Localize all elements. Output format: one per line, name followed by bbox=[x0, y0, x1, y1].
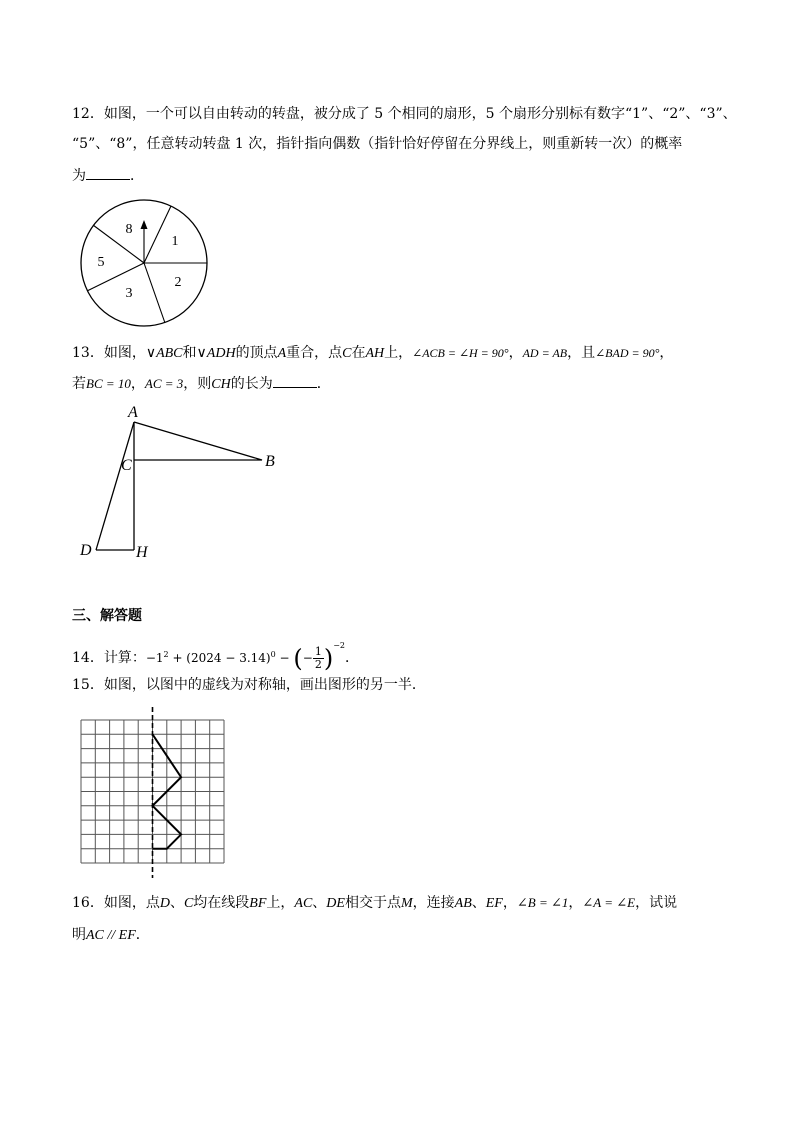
q13-text: 的长为 bbox=[230, 376, 273, 392]
sector-label-3: 3 bbox=[125, 286, 133, 301]
q14-number: 14． bbox=[72, 650, 104, 666]
q14-period: ． bbox=[345, 650, 360, 666]
q14-label: 计算： bbox=[103, 650, 146, 666]
q12-line3 bbox=[72, 165, 144, 186]
label-b: B bbox=[265, 453, 275, 470]
q13-text: ， bbox=[130, 376, 145, 392]
q13-answer-blank[interactable] bbox=[273, 373, 317, 388]
q13-triangle-abc: ∨ABC bbox=[145, 346, 183, 361]
q14-numerator: 1 bbox=[314, 645, 322, 658]
q16-angle-b: ∠B = ∠1 bbox=[516, 895, 569, 910]
q16-point-c: C bbox=[183, 896, 194, 911]
q13-number: 13． bbox=[72, 345, 104, 361]
q13-text: 如图， bbox=[103, 345, 146, 361]
sector-label-5: 5 bbox=[97, 255, 105, 270]
q15-line bbox=[72, 675, 426, 695]
q13-text: 重合，点 bbox=[286, 345, 343, 361]
sector-divider bbox=[144, 263, 165, 323]
q16-text: ， bbox=[502, 895, 517, 911]
q16-segment-de: DE bbox=[326, 896, 345, 911]
q14-exponent: 0 bbox=[270, 650, 276, 659]
q13-ac: AC = 3 bbox=[144, 376, 184, 391]
q13-segment-ah: AH bbox=[365, 346, 385, 361]
q12-line2 bbox=[72, 134, 682, 154]
q13-triangle-adh: ∨ADH bbox=[196, 346, 236, 361]
q16-text: 上， bbox=[266, 895, 295, 911]
section-heading: 三、解答题 bbox=[72, 608, 142, 624]
q16-text: 相交于点 bbox=[344, 895, 401, 911]
q14-line bbox=[72, 636, 360, 673]
q12-number: 12． bbox=[72, 106, 104, 122]
pointer-arrow-icon bbox=[141, 220, 148, 229]
triangle-abc bbox=[134, 422, 262, 460]
q16-text: 、 bbox=[312, 895, 327, 911]
q13-line2 bbox=[72, 373, 331, 395]
triangle-figure bbox=[72, 400, 292, 565]
q13-angle-condition: ∠ACB = ∠H = 90° bbox=[412, 346, 509, 360]
q13-point-c: C bbox=[342, 346, 352, 361]
q16-segment-ab: AB bbox=[454, 896, 472, 911]
q13-text: 和 bbox=[182, 345, 197, 361]
q13-text: 若 bbox=[72, 376, 86, 392]
sector-label-2: 2 bbox=[174, 275, 182, 290]
q13-text: 上， bbox=[384, 345, 413, 361]
q13-ch: CH bbox=[211, 377, 231, 392]
q13-text: 的顶点 bbox=[235, 345, 278, 361]
q12-line1 bbox=[72, 104, 737, 124]
q16-point-d: D bbox=[159, 896, 170, 911]
q16-text: 如图，点 bbox=[103, 895, 160, 911]
q13-angle-bad: ∠BAD = 90° bbox=[595, 346, 660, 360]
q16-text: 均在线段 bbox=[193, 895, 250, 911]
q14-paren: ) bbox=[323, 644, 334, 673]
q16-parallel: AC // EF bbox=[86, 928, 136, 943]
label-a: A bbox=[128, 404, 138, 421]
q13-line1 bbox=[72, 343, 673, 364]
q16-text: ， bbox=[568, 895, 583, 911]
q14-sign: − bbox=[302, 651, 313, 665]
q16-period: ． bbox=[135, 927, 150, 943]
q13-text: ， bbox=[508, 345, 523, 361]
label-h: H bbox=[136, 544, 148, 561]
sector-label-1: 1 bbox=[171, 234, 179, 249]
q13-period: ． bbox=[316, 376, 331, 392]
q13-ad-ab: AD = AB bbox=[522, 346, 568, 360]
q13-point-a: A bbox=[277, 346, 287, 361]
q16-text: 、 bbox=[471, 895, 486, 911]
q12-text-1: 如图，一个可以自由转动的转盘，被分成了 5 个相同的扇形，5 个扇形分别标有数字“1”、“2”、“3”、 bbox=[103, 106, 737, 122]
q16-angle-a: ∠A = ∠E bbox=[582, 895, 636, 910]
q14-term: + (2024 − 3.14) bbox=[168, 651, 271, 665]
q16-line2 bbox=[72, 925, 150, 946]
q14-exponent: 2 bbox=[163, 650, 169, 659]
q13-bc: BC = 10 bbox=[86, 376, 131, 391]
label-d: D bbox=[80, 542, 92, 559]
q14-paren: ( bbox=[293, 644, 303, 673]
q14-exponent: −2 bbox=[333, 641, 346, 650]
q16-text: 明 bbox=[72, 927, 86, 943]
q14-expression bbox=[145, 641, 346, 673]
q12-period: ． bbox=[130, 168, 144, 184]
q12-answer-blank[interactable] bbox=[86, 165, 130, 180]
q14-denominator: 2 bbox=[314, 658, 322, 671]
sector-divider bbox=[87, 263, 144, 291]
label-c: C bbox=[121, 457, 132, 474]
q16-text: ，连接 bbox=[412, 895, 455, 911]
q16-segment-ac: AC bbox=[294, 896, 313, 911]
q16-text: ，试说 bbox=[635, 895, 678, 911]
q15-text: 如图，以图中的虚线为对称轴，画出图形的另一半． bbox=[103, 677, 426, 693]
q16-number: 16． bbox=[72, 895, 104, 911]
q12-text-2: “5”、“8”，任意转动转盘 1 次，指针指向偶数（指针恰好停留在分界线上，则重新转一次）的概率 bbox=[72, 136, 683, 152]
spinner-figure bbox=[74, 193, 214, 333]
sector-divider bbox=[144, 206, 171, 263]
q13-text: 在 bbox=[351, 345, 366, 361]
q16-segment-bf: BF bbox=[249, 896, 267, 911]
q13-text: ，则 bbox=[183, 376, 212, 392]
q16-line1 bbox=[72, 893, 677, 914]
segment-ad bbox=[96, 422, 134, 550]
symmetry-grid bbox=[78, 705, 238, 880]
q12-text-3: 为 bbox=[72, 168, 86, 184]
q14-term: − bbox=[275, 651, 294, 665]
sector-label-8: 8 bbox=[125, 222, 133, 237]
q16-segment-ef: EF bbox=[485, 896, 503, 911]
q16-text: 、 bbox=[169, 895, 184, 911]
q15-number: 15． bbox=[72, 677, 104, 693]
q16-point-m: M bbox=[400, 896, 413, 911]
q14-fraction bbox=[313, 646, 324, 671]
q14-term: −1 bbox=[145, 651, 164, 665]
q13-text: ， bbox=[659, 345, 674, 361]
q13-text: ，且 bbox=[567, 345, 596, 361]
